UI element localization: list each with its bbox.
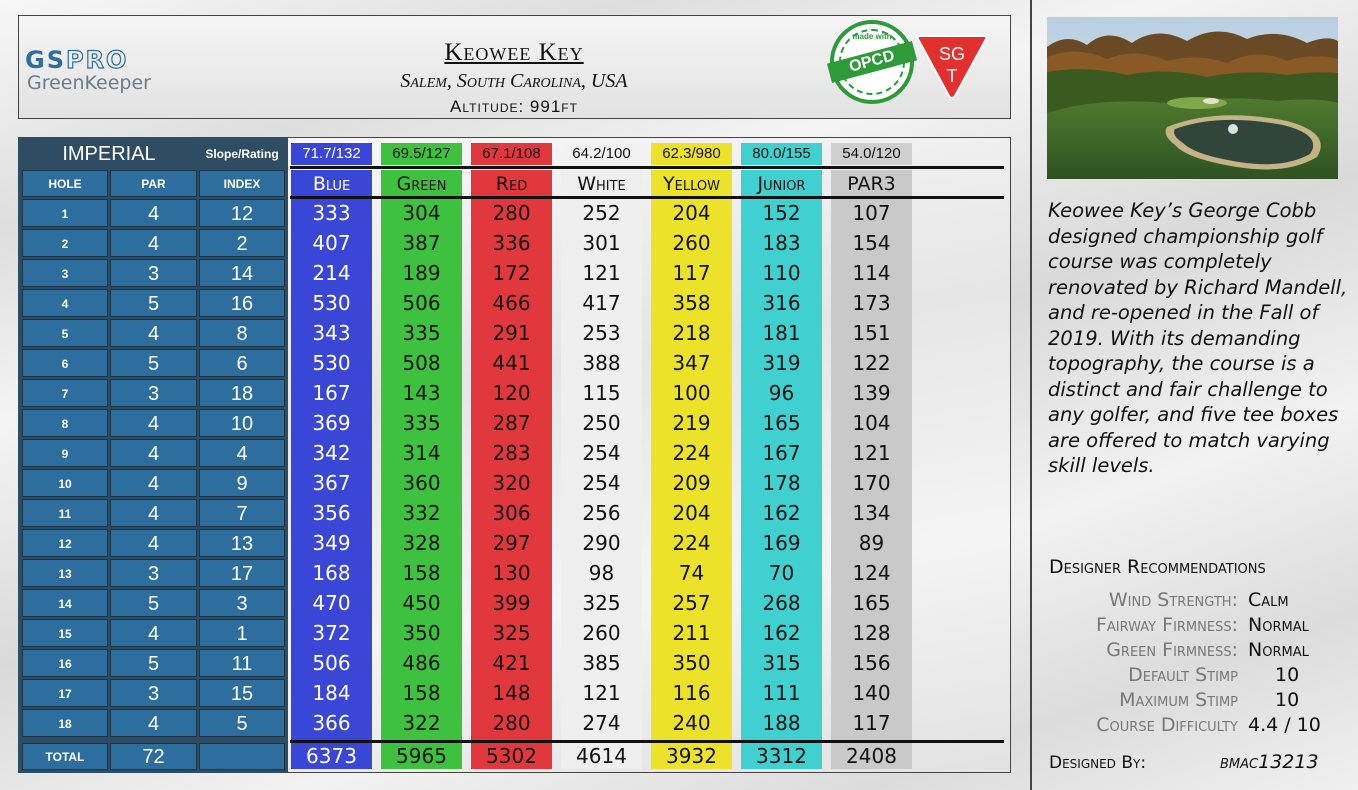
tee-yardage: 260 — [672, 231, 711, 255]
tee-rating: 67.1/108 — [471, 143, 552, 165]
sgt-logo — [915, 30, 989, 100]
tee-yardage: 388 — [582, 351, 621, 375]
tee-total: 5965 — [381, 743, 462, 769]
tee-yardage: 156 — [852, 651, 891, 675]
tee-yardage: 304 — [402, 201, 441, 225]
hole-number: 9 — [22, 439, 108, 467]
tee-yardage: 320 — [492, 471, 531, 495]
hole-index: 13 — [199, 529, 285, 557]
hole-index: 2 — [199, 229, 285, 257]
hole-number: 12 — [22, 529, 108, 557]
hole-par: 3 — [110, 679, 197, 707]
hole-index: 6 — [199, 349, 285, 377]
tee-total: 4614 — [561, 743, 642, 769]
hole-number: 8 — [22, 409, 108, 437]
tee-yardage: 325 — [492, 621, 531, 645]
tee-yardage: 184 — [312, 681, 351, 705]
tee-yardage: 508 — [402, 351, 441, 375]
tee-yardage: 172 — [492, 261, 531, 285]
tee-yardage: 366 — [312, 711, 351, 735]
hole-header: HOLE — [22, 170, 108, 197]
tee-yardage: 167 — [312, 381, 351, 405]
tee-yardage: 140 — [852, 681, 891, 705]
tee-yardage: 274 — [582, 711, 621, 735]
tee-yardage: 332 — [402, 501, 441, 525]
hole-number: 1 — [22, 199, 108, 227]
hole-index: 12 — [199, 199, 285, 227]
tee-yardage: 139 — [852, 381, 891, 405]
hole-par: 4 — [110, 409, 197, 437]
tee-name: Red — [471, 170, 552, 198]
tee-yardage: 158 — [402, 561, 441, 585]
tee-yardage: 280 — [492, 711, 531, 735]
tee-yardage: 254 — [582, 471, 621, 495]
tee-yardage: 121 — [582, 681, 621, 705]
total-index-empty — [199, 743, 285, 770]
tee-yardage: 301 — [582, 231, 621, 255]
gspro-logo: GSPRO — [25, 46, 129, 74]
recommendations-title: Designer Recommendations — [1049, 556, 1266, 578]
tee-yardage: 173 — [852, 291, 891, 315]
tee-yardage: 347 — [672, 351, 711, 375]
tee-yardage: 486 — [402, 651, 441, 675]
course-title: Keowee Key — [444, 39, 584, 66]
hole-index: 8 — [199, 319, 285, 347]
tee-name: PAR3 — [831, 170, 912, 198]
tee-yardage: 316 — [762, 291, 801, 315]
tee-yardage: 417 — [582, 291, 621, 315]
tee-yardage: 407 — [312, 231, 351, 255]
hole-number: 7 — [22, 379, 108, 407]
tee-yardage: 506 — [402, 291, 441, 315]
tee-yardage: 466 — [492, 291, 531, 315]
tee-yardage: 385 — [582, 651, 621, 675]
hole-number: 10 — [22, 469, 108, 497]
hole-par: 3 — [110, 559, 197, 587]
tee-yardage: 250 — [582, 411, 621, 435]
tee-yardage: 170 — [852, 471, 891, 495]
svg-text:T: T — [946, 66, 958, 86]
tee-yardage: 350 — [672, 651, 711, 675]
hole-index: 16 — [199, 289, 285, 317]
tee-yardage: 162 — [762, 621, 801, 645]
recommendation-label: Default Stimp — [1128, 664, 1238, 686]
hole-par: 5 — [110, 589, 197, 617]
tee-yardage: 120 — [492, 381, 531, 405]
hole-par: 5 — [110, 649, 197, 677]
hole-number: 11 — [22, 499, 108, 527]
tee-yardage: 98 — [588, 561, 615, 585]
tee-yardage: 470 — [312, 591, 351, 615]
tee-yardage: 297 — [492, 531, 531, 555]
tee-yardage: 450 — [402, 591, 441, 615]
tee-yardage: 343 — [312, 321, 351, 345]
recommendation-value: 10 — [1275, 689, 1300, 711]
hole-index: 9 — [199, 469, 285, 497]
tee-yardage: 387 — [402, 231, 441, 255]
tee-yardage: 121 — [852, 441, 891, 465]
tee-yardage: 152 — [762, 201, 801, 225]
recommendation-label: Wind Strength: — [1108, 589, 1238, 611]
tee-yardage: 360 — [402, 471, 441, 495]
tee-yardage: 268 — [762, 591, 801, 615]
tee-yardage: 151 — [852, 321, 891, 345]
tee-yardage: 165 — [852, 591, 891, 615]
tee-yardage: 115 — [582, 381, 621, 405]
tee-yardage: 399 — [492, 591, 531, 615]
tee-yardage: 240 — [672, 711, 711, 735]
tee-yardage: 168 — [312, 561, 351, 585]
hole-index: 10 — [199, 409, 285, 437]
recommendation-value: Calm — [1248, 589, 1289, 611]
tee-yardage: 252 — [582, 201, 621, 225]
tee-rating: 71.7/132 — [291, 143, 372, 165]
hole-number: 6 — [22, 349, 108, 377]
tee-rating: 62.3/980 — [651, 143, 732, 165]
hole-number: 4 — [22, 289, 108, 317]
tee-yardage: 158 — [402, 681, 441, 705]
tee-yardage: 70 — [768, 561, 795, 585]
tee-yardage: 367 — [312, 471, 351, 495]
tee-yardage: 506 — [312, 651, 351, 675]
tee-yardage: 111 — [762, 681, 801, 705]
tee-name: White — [561, 170, 642, 198]
hole-par: 4 — [110, 319, 197, 347]
tee-yardage: 128 — [852, 621, 891, 645]
tee-yardage: 74 — [678, 561, 705, 585]
tee-yardage: 117 — [672, 261, 711, 285]
tee-name: Blue — [291, 170, 372, 198]
recommendation-value: 10 — [1275, 664, 1300, 686]
hole-index: 18 — [199, 379, 285, 407]
course-description: Keowee Key’s George Cobb designed championship golf course was completely renovated by Richard Mandell, and re-opened in the Fall of 2019. With its demanding topography, the course is a distinct and fair challenge to any golfer, and five tee boxes are offered to match varying skill levels. — [1048, 199, 1348, 477]
header-bottom-rule — [290, 196, 1004, 199]
tee-yardage: 219 — [672, 411, 711, 435]
recommendation-label: Maximum Stimp — [1119, 689, 1238, 711]
tee-yardage: 358 — [672, 291, 711, 315]
tee-yardage: 421 — [492, 651, 531, 675]
hole-par: 4 — [110, 199, 197, 227]
tee-yardage: 325 — [582, 591, 621, 615]
hole-number: 5 — [22, 319, 108, 347]
hole-number: 3 — [22, 259, 108, 287]
hole-index: 1 — [199, 619, 285, 647]
hole-index: 4 — [199, 439, 285, 467]
tee-yardage: 110 — [762, 261, 801, 285]
tee-name: Yellow — [651, 170, 732, 198]
tee-total: 3932 — [651, 743, 732, 769]
opcd-logo: made with OPCD — [830, 20, 914, 104]
hole-index: 14 — [199, 259, 285, 287]
hole-par: 4 — [110, 619, 197, 647]
recommendation-value: 4.4 / 10 — [1248, 714, 1321, 736]
tee-yardage: 143 — [402, 381, 441, 405]
tee-yardage: 335 — [402, 411, 441, 435]
designer-name: bmac13213 — [1220, 751, 1319, 773]
tee-yardage: 257 — [672, 591, 711, 615]
tee-yardage: 181 — [762, 321, 801, 345]
tee-yardage: 183 — [762, 231, 801, 255]
tee-yardage: 356 — [312, 501, 351, 525]
tee-yardage: 253 — [582, 321, 621, 345]
tee-yardage: 204 — [672, 201, 711, 225]
total-par: 72 — [110, 743, 197, 770]
tee-yardage: 349 — [312, 531, 351, 555]
tee-yardage: 89 — [858, 531, 885, 555]
tee-yardage: 211 — [672, 621, 711, 645]
tee-rating: 54.0/120 — [831, 143, 912, 165]
index-header: INDEX — [199, 170, 285, 197]
hole-par: 4 — [110, 529, 197, 557]
hole-number: 2 — [22, 229, 108, 257]
tee-yardage: 306 — [492, 501, 531, 525]
tee-yardage: 114 — [852, 261, 891, 285]
tee-yardage: 441 — [492, 351, 531, 375]
tee-yardage: 333 — [312, 201, 351, 225]
hole-par: 4 — [110, 499, 197, 527]
course-photo — [1047, 17, 1338, 179]
hole-index: 15 — [199, 679, 285, 707]
par-header: PAR — [110, 170, 197, 197]
hole-number: 18 — [22, 709, 108, 737]
hole-index: 3 — [199, 589, 285, 617]
tee-yardage: 188 — [762, 711, 801, 735]
tee-yardage: 342 — [312, 441, 351, 465]
hole-number: 17 — [22, 679, 108, 707]
hole-index: 11 — [199, 649, 285, 677]
tee-yardage: 148 — [492, 681, 531, 705]
hole-par: 3 — [110, 379, 197, 407]
tee-yardage: 530 — [312, 351, 351, 375]
tee-yardage: 121 — [582, 261, 621, 285]
tee-yardage: 224 — [672, 531, 711, 555]
recommendation-label: Fairway Firmness: — [1095, 614, 1238, 636]
hole-par: 5 — [110, 289, 197, 317]
tee-yardage: 254 — [582, 441, 621, 465]
tee-rating: 80.0/155 — [741, 143, 822, 165]
tee-yardage: 104 — [852, 411, 891, 435]
recommendation-value: Normal — [1248, 614, 1309, 636]
tee-yardage: 124 — [852, 561, 891, 585]
tee-yardage: 154 — [852, 231, 891, 255]
tee-name: Junior — [741, 170, 822, 198]
tee-yardage: 165 — [762, 411, 801, 435]
total-label: TOTAL — [22, 743, 108, 770]
tee-yardage: 100 — [672, 381, 711, 405]
tee-yardage: 209 — [672, 471, 711, 495]
tee-yardage: 260 — [582, 621, 621, 645]
tee-yardage: 218 — [672, 321, 711, 345]
hole-par: 3 — [110, 259, 197, 287]
tee-yardage: 107 — [852, 201, 891, 225]
tee-yardage: 350 — [402, 621, 441, 645]
tee-yardage: 214 — [312, 261, 351, 285]
hole-number: 15 — [22, 619, 108, 647]
tee-yardage: 336 — [492, 231, 531, 255]
course-altitude: Altitude: 991ft — [450, 97, 578, 116]
designed-by-label: Designed By: — [1049, 753, 1147, 773]
hole-number: 14 — [22, 589, 108, 617]
tee-yardage: 204 — [672, 501, 711, 525]
tee-yardage: 280 — [492, 201, 531, 225]
tee-yardage: 162 — [762, 501, 801, 525]
tee-yardage: 167 — [762, 441, 801, 465]
tee-yardage: 189 — [402, 261, 441, 285]
hole-index: 7 — [199, 499, 285, 527]
hole-number: 16 — [22, 649, 108, 677]
tee-yardage: 314 — [402, 441, 441, 465]
tee-yardage: 96 — [768, 381, 795, 405]
tee-yardage: 335 — [402, 321, 441, 345]
tee-yardage: 322 — [402, 711, 441, 735]
hole-index: 17 — [199, 559, 285, 587]
tee-name: Green — [381, 170, 462, 198]
course-location: Salem, South Carolina, USA — [400, 70, 628, 92]
slope-rating-label: Slope/Rating — [199, 141, 285, 167]
tee-rating: 69.5/127 — [381, 143, 462, 165]
hole-par: 4 — [110, 469, 197, 497]
svg-text:SG: SG — [938, 44, 966, 64]
tee-yardage: 328 — [402, 531, 441, 555]
recommendation-label: Course Difficulty — [1096, 714, 1238, 736]
hole-number: 13 — [22, 559, 108, 587]
recommendation-label: Green Firmness: — [1106, 639, 1238, 661]
tee-total: 3312 — [741, 743, 822, 769]
tee-yardage: 291 — [492, 321, 531, 345]
tee-rating: 64.2/100 — [561, 143, 642, 165]
tee-yardage: 290 — [582, 531, 621, 555]
tee-yardage: 283 — [492, 441, 531, 465]
tee-yardage: 178 — [762, 471, 801, 495]
hole-par: 5 — [110, 349, 197, 377]
tee-yardage: 169 — [762, 531, 801, 555]
tee-yardage: 122 — [852, 351, 891, 375]
tee-yardage: 134 — [852, 501, 891, 525]
hole-par: 4 — [110, 439, 197, 467]
tee-yardage: 287 — [492, 411, 531, 435]
tee-total: 2408 — [831, 743, 912, 769]
units-label: IMPERIAL — [22, 141, 196, 167]
tee-total: 6373 — [291, 743, 372, 769]
tee-yardage: 224 — [672, 441, 711, 465]
tee-yardage: 530 — [312, 291, 351, 315]
tee-yardage: 319 — [762, 351, 801, 375]
recommendation-value: Normal — [1248, 639, 1309, 661]
hole-index: 5 — [199, 709, 285, 737]
total-rule — [290, 740, 1004, 743]
tee-yardage: 372 — [312, 621, 351, 645]
hole-par: 4 — [110, 229, 197, 257]
tee-yardage: 369 — [312, 411, 351, 435]
greenkeeper-logo-text: GreenKeeper — [27, 72, 151, 94]
tee-yardage: 130 — [492, 561, 531, 585]
tee-yardage: 116 — [672, 681, 711, 705]
hole-par: 4 — [110, 709, 197, 737]
tee-yardage: 315 — [762, 651, 801, 675]
header-top-rule — [290, 166, 1004, 169]
tee-yardage: 117 — [852, 711, 891, 735]
tee-total: 5302 — [471, 743, 552, 769]
tee-yardage: 256 — [582, 501, 621, 525]
